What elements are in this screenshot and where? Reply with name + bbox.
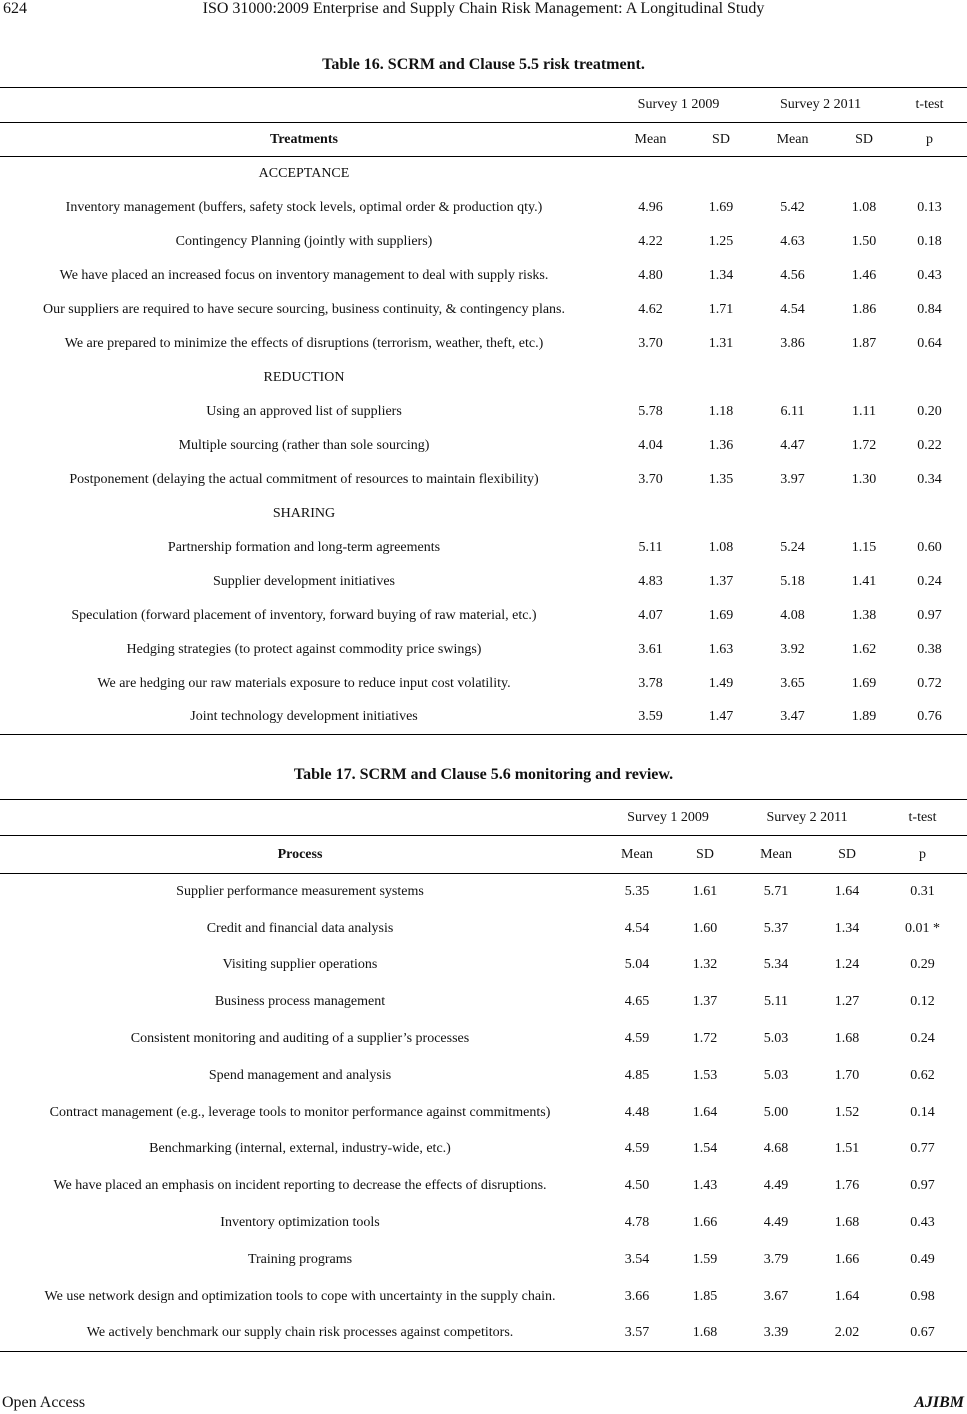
group-header-t-test: t-test xyxy=(892,88,967,123)
cell-p-value: 0.22 xyxy=(917,437,942,453)
table-17 xyxy=(0,799,967,1352)
table-row xyxy=(0,1057,967,1094)
cell-mean-2009: 3.70 xyxy=(638,335,663,351)
cell-mean-2011: 3.39 xyxy=(736,1315,816,1352)
table-row xyxy=(0,1168,967,1205)
cell-sd-2011: 1.08 xyxy=(851,199,877,215)
cell-p-value: 0.60 xyxy=(917,539,942,555)
cell-sd-2009: 1.32 xyxy=(692,957,718,973)
column-header-sd-1: SD xyxy=(674,836,736,874)
column-header-mean-2: Mean xyxy=(749,123,836,157)
cell-sd-2011 xyxy=(836,361,892,395)
table-row xyxy=(0,463,967,497)
cell-mean-2009: 4.59 xyxy=(624,1141,650,1157)
cell-mean-2011 xyxy=(749,497,836,531)
cell-sd-2011: 2.02 xyxy=(816,1315,878,1352)
cell-mean-2009: 4.62 xyxy=(638,301,663,317)
table-row xyxy=(0,1315,967,1352)
cell-p-value xyxy=(892,157,967,191)
cell-p-value: 0.98 xyxy=(910,1288,935,1304)
cell-p-value: 0.01 * xyxy=(905,920,941,936)
cell-mean-2011: 3.67 xyxy=(763,1288,789,1304)
cell-p-value: 0.29 xyxy=(910,957,935,973)
row-label: Inventory optimization tools xyxy=(220,1215,380,1231)
table-row xyxy=(0,1278,967,1315)
table-row xyxy=(0,565,967,599)
cell-sd-2011: 1.68 xyxy=(834,1215,860,1231)
cell-mean-2009: 4.96 xyxy=(638,199,663,215)
cell-p-value: 0.34 xyxy=(917,471,942,487)
cell-p-value: 0.24 xyxy=(917,573,942,589)
table-row xyxy=(0,531,967,565)
cell-sd-2009: 1.43 xyxy=(692,1178,718,1194)
column-header-treatments: Treatments xyxy=(0,123,608,157)
table-row xyxy=(0,327,967,361)
row-label: Supplier performance measurement systems xyxy=(176,884,424,900)
cell-p-value: 0.77 xyxy=(910,1141,935,1157)
row-label: Benchmarking (internal, external, industry-wide, etc.) xyxy=(149,1141,451,1157)
cell-mean-2011: 3.86 xyxy=(780,335,805,351)
cell-mean-2009: 4.83 xyxy=(638,573,663,589)
table-row xyxy=(0,667,967,701)
cell-p-value: 0.12 xyxy=(910,994,935,1010)
cell-sd-2011: 1.46 xyxy=(851,267,877,283)
cell-mean-2009: 3.66 xyxy=(624,1288,650,1304)
group-header-survey-1: Survey 1 2009 xyxy=(600,800,736,836)
row-label: Contract management (e.g., leverage tools to monitor performance against commitments) xyxy=(49,1104,551,1120)
cell-mean-2009: 4.78 xyxy=(624,1215,650,1231)
row-label: Partnership formation and long-term agreements xyxy=(167,539,441,555)
cell-sd-2009 xyxy=(693,497,749,531)
cell-mean-2009: 4.85 xyxy=(624,1067,650,1083)
row-label: Speculation (forward placement of inventory, forward buying of raw material, etc.) xyxy=(71,607,537,623)
running-title: ISO 31000:2009 Enterprise and Supply Chain Risk Management: A Longitudinal Study xyxy=(202,0,765,17)
section-label: ACCEPTANCE xyxy=(258,165,350,181)
row-label: Visiting supplier operations xyxy=(222,957,378,973)
table-16-caption: Table 16. SCRM and Clause 5.5 risk treatment. xyxy=(322,56,645,73)
cell-mean-2009: 5.35 xyxy=(624,884,650,900)
row-label: Training programs xyxy=(247,1251,353,1267)
row-label: We have placed an emphasis on incident reporting to decrease the effects of disruptions. xyxy=(53,1178,547,1194)
table-17-caption: Table 17. SCRM and Clause 5.6 monitoring and review. xyxy=(293,766,674,783)
table-row xyxy=(0,599,967,633)
cell-mean-2011: 4.49 xyxy=(763,1178,789,1194)
cell-mean-2011: 4.56 xyxy=(780,267,805,283)
cell-mean-2011: 5.03 xyxy=(763,1031,789,1047)
cell-mean-2011 xyxy=(749,157,836,191)
cell-sd-2009: 1.71 xyxy=(708,301,734,317)
table-row xyxy=(0,191,967,225)
cell-sd-2011: 1.87 xyxy=(851,335,877,351)
row-label: Supplier development initiatives xyxy=(213,573,395,589)
cell-p-value xyxy=(892,361,967,395)
column-header-p: p xyxy=(878,836,967,874)
cell-sd-2009: 1.49 xyxy=(708,675,734,691)
row-label: Joint technology development initiatives xyxy=(0,701,608,735)
table-row xyxy=(0,395,967,429)
cell-sd-2011: 1.89 xyxy=(836,701,892,735)
cell-mean-2011: 5.00 xyxy=(763,1104,789,1120)
cell-mean-2011: 4.47 xyxy=(780,437,805,453)
cell-mean-2009: 4.59 xyxy=(624,1031,650,1047)
cell-mean-2009: 5.04 xyxy=(624,957,650,973)
cell-sd-2011: 1.76 xyxy=(834,1178,860,1194)
table-row xyxy=(0,701,967,735)
cell-sd-2009: 1.66 xyxy=(692,1215,718,1231)
group-header-survey-2: Survey 2 2011 xyxy=(736,800,878,836)
cell-mean-2009: 3.57 xyxy=(600,1315,674,1352)
column-header-sd-1: SD xyxy=(693,123,749,157)
cell-mean-2011: 4.08 xyxy=(780,607,805,623)
cell-mean-2011 xyxy=(749,361,836,395)
footer-open-access: Open Access xyxy=(2,1394,86,1411)
cell-sd-2011: 1.41 xyxy=(851,573,877,589)
cell-sd-2011: 1.86 xyxy=(851,301,877,317)
cell-sd-2009: 1.35 xyxy=(708,471,734,487)
cell-p-value: 0.62 xyxy=(910,1067,935,1083)
section-row xyxy=(0,497,967,531)
cell-p-value: 0.72 xyxy=(917,675,942,691)
cell-mean-2009: 3.61 xyxy=(638,641,663,657)
cell-mean-2011: 5.18 xyxy=(780,573,805,589)
table-row xyxy=(0,633,967,667)
cell-mean-2011: 4.54 xyxy=(780,301,805,317)
row-label: We are prepared to minimize the effects of disruptions (terrorism, weather, theft, etc.) xyxy=(64,335,544,351)
cell-mean-2011: 3.47 xyxy=(749,701,836,735)
cell-mean-2011: 4.63 xyxy=(780,233,805,249)
table-row xyxy=(0,910,967,947)
cell-mean-2011: 3.79 xyxy=(763,1251,789,1267)
cell-mean-2009: 4.54 xyxy=(624,920,650,936)
cell-sd-2011: 1.38 xyxy=(851,607,877,623)
row-label: Postponement (delaying the actual commitment of resources to maintain flexibility) xyxy=(69,471,539,487)
page-number: 624 xyxy=(3,0,27,17)
cell-sd-2011: 1.50 xyxy=(851,233,877,249)
cell-sd-2009 xyxy=(693,157,749,191)
table-row xyxy=(0,1094,967,1131)
cell-p-value xyxy=(892,497,967,531)
row-label: Using an approved list of suppliers xyxy=(206,403,402,419)
section-label: SHARING xyxy=(272,505,336,521)
column-header-sd-2: SD xyxy=(836,123,892,157)
cell-mean-2009: 3.54 xyxy=(624,1251,650,1267)
cell-sd-2011: 1.66 xyxy=(834,1251,860,1267)
cell-mean-2009: 4.65 xyxy=(624,994,650,1010)
cell-sd-2009: 1.85 xyxy=(692,1288,718,1304)
cell-sd-2011: 1.52 xyxy=(834,1104,860,1120)
cell-mean-2009 xyxy=(608,157,693,191)
row-label: Multiple sourcing (rather than sole sourcing) xyxy=(178,437,430,453)
row-label: Consistent monitoring and auditing of a supplier’s processes xyxy=(130,1031,470,1047)
column-header-mean-1: Mean xyxy=(608,123,693,157)
table-17-column-header-row xyxy=(0,836,967,874)
cell-mean-2011: 3.97 xyxy=(780,471,805,487)
row-label: Inventory management (buffers, safety stock levels, optimal order & production qty.) xyxy=(65,199,543,215)
cell-sd-2009: 1.25 xyxy=(708,233,734,249)
cell-sd-2011: 1.72 xyxy=(851,437,877,453)
column-header-mean-2: Mean xyxy=(736,836,816,874)
cell-p-value: 0.18 xyxy=(917,233,942,249)
cell-mean-2011: 3.65 xyxy=(780,675,805,691)
cell-mean-2011: 5.42 xyxy=(780,199,805,215)
cell-sd-2011: 1.69 xyxy=(851,675,877,691)
cell-sd-2009: 1.34 xyxy=(708,267,734,283)
column-header-mean-1: Mean xyxy=(600,836,674,874)
column-header-p: p xyxy=(892,123,967,157)
row-label: Our suppliers are required to have secure sourcing, business continuity, & contingency plans. xyxy=(42,301,565,317)
group-header-t-test: t-test xyxy=(878,800,967,836)
cell-p-value: 0.97 xyxy=(910,1178,935,1194)
cell-mean-2009: 4.04 xyxy=(638,437,663,453)
cell-sd-2011: 1.27 xyxy=(834,994,860,1010)
cell-sd-2011: 1.64 xyxy=(834,1288,860,1304)
cell-mean-2011: 5.34 xyxy=(763,957,789,973)
cell-p-value: 0.84 xyxy=(917,301,942,317)
table-row xyxy=(0,1131,967,1168)
section-row xyxy=(0,157,967,191)
cell-sd-2009: 1.64 xyxy=(692,1104,718,1120)
cell-mean-2009: 4.48 xyxy=(624,1104,650,1120)
cell-sd-2011: 1.70 xyxy=(834,1067,860,1083)
cell-mean-2009: 3.70 xyxy=(638,471,663,487)
cell-mean-2011: 5.71 xyxy=(763,884,789,900)
cell-sd-2011: 1.34 xyxy=(834,920,860,936)
cell-mean-2011: 6.11 xyxy=(780,403,805,419)
table-17-group-header-row xyxy=(0,800,967,836)
cell-mean-2011: 5.24 xyxy=(780,539,805,555)
cell-sd-2009: 1.54 xyxy=(692,1141,718,1157)
table-row xyxy=(0,984,967,1021)
row-label: We actively benchmark our supply chain risk processes against competitors. xyxy=(0,1315,600,1352)
row-label: Spend management and analysis xyxy=(208,1067,392,1083)
cell-p-value: 0.97 xyxy=(917,607,942,623)
row-label: Credit and financial data analysis xyxy=(206,920,394,936)
row-label: We have placed an increased focus on inventory management to deal with supply risks. xyxy=(59,267,549,283)
cell-sd-2009: 1.69 xyxy=(708,199,734,215)
cell-p-value: 0.49 xyxy=(910,1251,935,1267)
cell-sd-2009: 1.68 xyxy=(674,1315,736,1352)
cell-sd-2009: 1.37 xyxy=(708,573,734,589)
cell-sd-2011: 1.30 xyxy=(851,471,877,487)
cell-p-value: 0.43 xyxy=(917,267,942,283)
cell-mean-2009: 4.50 xyxy=(624,1178,650,1194)
cell-p-value: 0.64 xyxy=(917,335,942,351)
group-header-survey-2: Survey 2 2011 xyxy=(749,88,892,123)
cell-sd-2009: 1.08 xyxy=(708,539,734,555)
cell-p-value: 0.76 xyxy=(892,701,967,735)
cell-mean-2009: 3.59 xyxy=(608,701,693,735)
cell-sd-2011: 1.64 xyxy=(834,884,860,900)
cell-sd-2009: 1.63 xyxy=(708,641,734,657)
cell-mean-2011: 4.68 xyxy=(763,1141,789,1157)
cell-mean-2009: 5.11 xyxy=(638,539,663,555)
table-row xyxy=(0,225,967,259)
table-16 xyxy=(0,87,967,735)
cell-sd-2009: 1.31 xyxy=(708,335,734,351)
section-row xyxy=(0,361,967,395)
cell-sd-2011: 1.51 xyxy=(834,1141,860,1157)
cell-mean-2011: 5.11 xyxy=(764,994,788,1010)
cell-p-value: 0.20 xyxy=(917,403,942,419)
cell-mean-2009: 5.78 xyxy=(638,403,663,419)
cell-p-value: 0.38 xyxy=(917,641,942,657)
section-label: REDUCTION xyxy=(263,369,345,385)
table-16-column-header-row xyxy=(0,123,967,157)
cell-sd-2009: 1.69 xyxy=(708,607,734,623)
cell-sd-2011: 1.68 xyxy=(834,1031,860,1047)
table-row xyxy=(0,1021,967,1058)
cell-sd-2011 xyxy=(836,497,892,531)
row-label: Hedging strategies (to protect against commodity price swings) xyxy=(126,641,482,657)
cell-sd-2009: 1.53 xyxy=(692,1067,718,1083)
column-header-sd-2: SD xyxy=(816,836,878,874)
cell-sd-2011: 1.15 xyxy=(851,539,877,555)
cell-mean-2011: 3.92 xyxy=(780,641,805,657)
cell-sd-2011: 1.62 xyxy=(851,641,877,657)
table-row xyxy=(0,874,967,911)
row-label: Business process management xyxy=(214,994,386,1010)
group-header-survey-1: Survey 1 2009 xyxy=(608,88,749,123)
cell-mean-2011: 5.37 xyxy=(763,920,789,936)
table-row xyxy=(0,429,967,463)
cell-p-value: 0.24 xyxy=(910,1031,935,1047)
cell-sd-2009: 1.59 xyxy=(692,1251,718,1267)
row-label: We are hedging our raw materials exposure to reduce input cost volatility. xyxy=(97,675,511,691)
cell-mean-2009: 4.80 xyxy=(638,267,663,283)
cell-mean-2011: 4.49 xyxy=(763,1215,789,1231)
table-row xyxy=(0,1205,967,1242)
cell-sd-2009: 1.61 xyxy=(692,884,718,900)
cell-mean-2009 xyxy=(608,497,693,531)
row-label: We use network design and optimization tools to cope with uncertainty in the supply chain. xyxy=(44,1288,556,1304)
table-row xyxy=(0,259,967,293)
cell-p-value: 0.31 xyxy=(910,884,935,900)
cell-sd-2009: 1.72 xyxy=(692,1031,718,1047)
table-row xyxy=(0,947,967,984)
cell-sd-2009: 1.60 xyxy=(692,920,718,936)
cell-mean-2009: 4.07 xyxy=(638,607,663,623)
table-row xyxy=(0,1241,967,1278)
table-row xyxy=(0,293,967,327)
cell-sd-2011: 1.24 xyxy=(834,957,860,973)
cell-p-value: 0.13 xyxy=(917,199,942,215)
cell-sd-2009: 1.47 xyxy=(693,701,749,735)
row-label: Contingency Planning (jointly with suppliers) xyxy=(175,233,433,249)
cell-p-value: 0.67 xyxy=(878,1315,967,1352)
cell-sd-2011 xyxy=(836,157,892,191)
column-header-process: Process xyxy=(0,836,600,874)
cell-mean-2011: 5.03 xyxy=(763,1067,789,1083)
footer-journal: AJIBM xyxy=(914,1394,964,1411)
cell-p-value: 0.43 xyxy=(910,1215,935,1231)
cell-mean-2009: 3.78 xyxy=(638,675,663,691)
table-16-group-header-row xyxy=(0,88,967,123)
cell-sd-2009: 1.37 xyxy=(692,994,718,1010)
running-head xyxy=(0,0,967,22)
cell-sd-2009 xyxy=(693,361,749,395)
cell-p-value: 0.14 xyxy=(910,1104,935,1120)
cell-sd-2009: 1.36 xyxy=(708,437,734,453)
cell-sd-2011: 1.11 xyxy=(852,403,876,419)
cell-mean-2009: 4.22 xyxy=(638,233,663,249)
cell-mean-2009 xyxy=(608,361,693,395)
cell-sd-2009: 1.18 xyxy=(708,403,734,419)
